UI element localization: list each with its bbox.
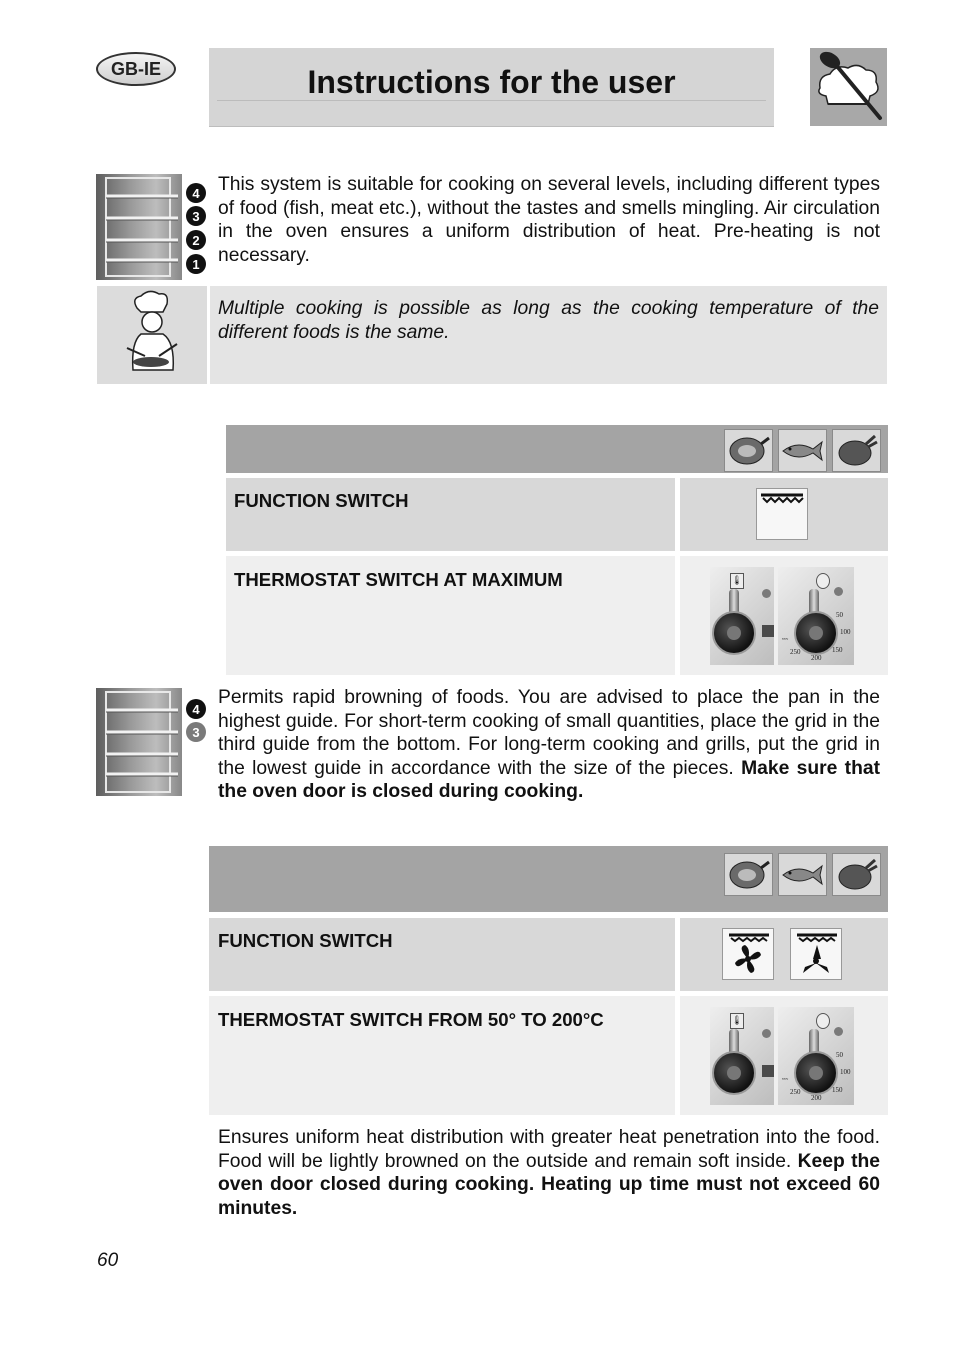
rack-level-3: 3 bbox=[192, 209, 200, 224]
dial-tick-250: 250 bbox=[790, 648, 801, 656]
rack-level-4b: 4 bbox=[192, 702, 200, 717]
table2-header bbox=[209, 846, 888, 912]
oven-knobs-illustration bbox=[710, 567, 854, 667]
section2-text bbox=[218, 686, 880, 804]
rack-level-4: 4 bbox=[192, 186, 200, 201]
dial-tick-150: 150 bbox=[832, 646, 843, 654]
oven-rack-illustration-2 bbox=[96, 688, 182, 796]
table1-header bbox=[226, 425, 888, 473]
title-banner bbox=[209, 48, 774, 127]
rack-level-1: 1 bbox=[192, 257, 200, 272]
chef-cooking-icon bbox=[97, 286, 207, 384]
poultry-icon bbox=[832, 853, 881, 896]
oven-knobs-illustration-2 bbox=[710, 1007, 854, 1107]
meat-icon bbox=[724, 853, 773, 896]
meat-icon bbox=[724, 429, 773, 472]
thermostat-max-label: THERMOSTAT SWITCH AT MAXIMUM bbox=[234, 569, 563, 590]
section2-bold-note: Make sure that the oven door is closed during cooking. bbox=[218, 757, 880, 803]
dial-tick-100: 100 bbox=[840, 628, 851, 636]
thermostat-indicator-icon bbox=[816, 1013, 830, 1029]
thermometer-icon: 🌡 bbox=[730, 1013, 744, 1029]
region-badge bbox=[96, 52, 176, 86]
section3-description: Ensures uniform heat distribution with greater heat penetration into the food. Food will be lightly browned on the outside and remain soft inside. bbox=[218, 1127, 880, 1172]
function-knob-2 bbox=[712, 1051, 756, 1095]
rack-level-numbers-2 bbox=[184, 698, 210, 746]
function-switch-label: FUNCTION SWITCH bbox=[234, 490, 409, 511]
grill-mark-icon: ᵛᵛᵛ bbox=[782, 636, 789, 644]
dial-tick-100: 100 bbox=[840, 1068, 851, 1076]
table2-function-row bbox=[209, 918, 675, 991]
fish-icon bbox=[778, 429, 827, 472]
dial-tick-50: 50 bbox=[836, 611, 843, 619]
table2-thermostat-row bbox=[209, 996, 675, 1115]
multiple-cooking-note: Multiple cooking is possible as long as the cooking temperature of the different foods is the same. bbox=[218, 298, 879, 343]
table2-function-symbol-cell bbox=[680, 918, 888, 991]
page-title: Instructions for the user bbox=[307, 64, 676, 100]
rack-level-numbers bbox=[184, 182, 210, 276]
dial-tick-150: 150 bbox=[832, 1086, 843, 1094]
function-switch-label-2: FUNCTION SWITCH bbox=[218, 930, 393, 951]
oven-rack-illustration bbox=[96, 174, 182, 280]
rack-level-2: 2 bbox=[192, 233, 200, 248]
dial-tick-250: 250 bbox=[790, 1088, 801, 1096]
grill-fan-blade-icon bbox=[790, 928, 842, 980]
section1-description: This system is suitable for cooking on several levels, including different types of food (fish, meat etc.), without the tastes and smells mingling. Air circulation in the oven ensures a uniform distribution of heat. Pre-heating is not necessary. bbox=[218, 174, 880, 266]
grill-mark-icon: ᵛᵛᵛ bbox=[782, 1076, 789, 1084]
function-knob bbox=[712, 611, 756, 655]
dial-tick-200: 200 bbox=[811, 654, 822, 662]
region-badge-label: GB-IE bbox=[110, 58, 161, 79]
section3-bold-note: Keep the oven door closed during cooking. Heating up time must not exceed 60 minutes. bbox=[218, 1150, 880, 1219]
table1-thermostat-row bbox=[226, 556, 675, 675]
table1-function-symbol-cell bbox=[680, 478, 888, 551]
poultry-icon bbox=[832, 429, 881, 472]
grill-fan-icon bbox=[722, 928, 774, 980]
section3-text bbox=[218, 1126, 880, 1220]
grill-element-icon bbox=[756, 488, 808, 540]
section2-description: Permits rapid browning of foods. You are advised to place the pan in the highest guide. For short-term cooking of small quantities, place the grid in the third guide from the bottom. For long-term cooking and grills, put the grid in the lowest guide in accordance with the size of the pieces. bbox=[218, 687, 880, 779]
page-number: 60 bbox=[97, 1250, 119, 1271]
dial-tick-200: 200 bbox=[811, 1094, 822, 1102]
table1-thermostat-knob-cell bbox=[680, 556, 888, 675]
dial-tick-50: 50 bbox=[836, 1051, 843, 1059]
table1-function-row bbox=[226, 478, 675, 551]
table2-thermostat-knob-cell bbox=[680, 996, 888, 1115]
chef-spoon-logo-icon bbox=[810, 48, 887, 126]
thermometer-icon: 🌡 bbox=[730, 573, 744, 589]
rack-level-3b: 3 bbox=[192, 725, 200, 740]
thermostat-range-label: THERMOSTAT SWITCH FROM 50° TO 200°C bbox=[218, 1009, 604, 1030]
fish-icon bbox=[778, 853, 827, 896]
thermostat-indicator-icon bbox=[816, 573, 830, 589]
note-box bbox=[97, 286, 887, 384]
